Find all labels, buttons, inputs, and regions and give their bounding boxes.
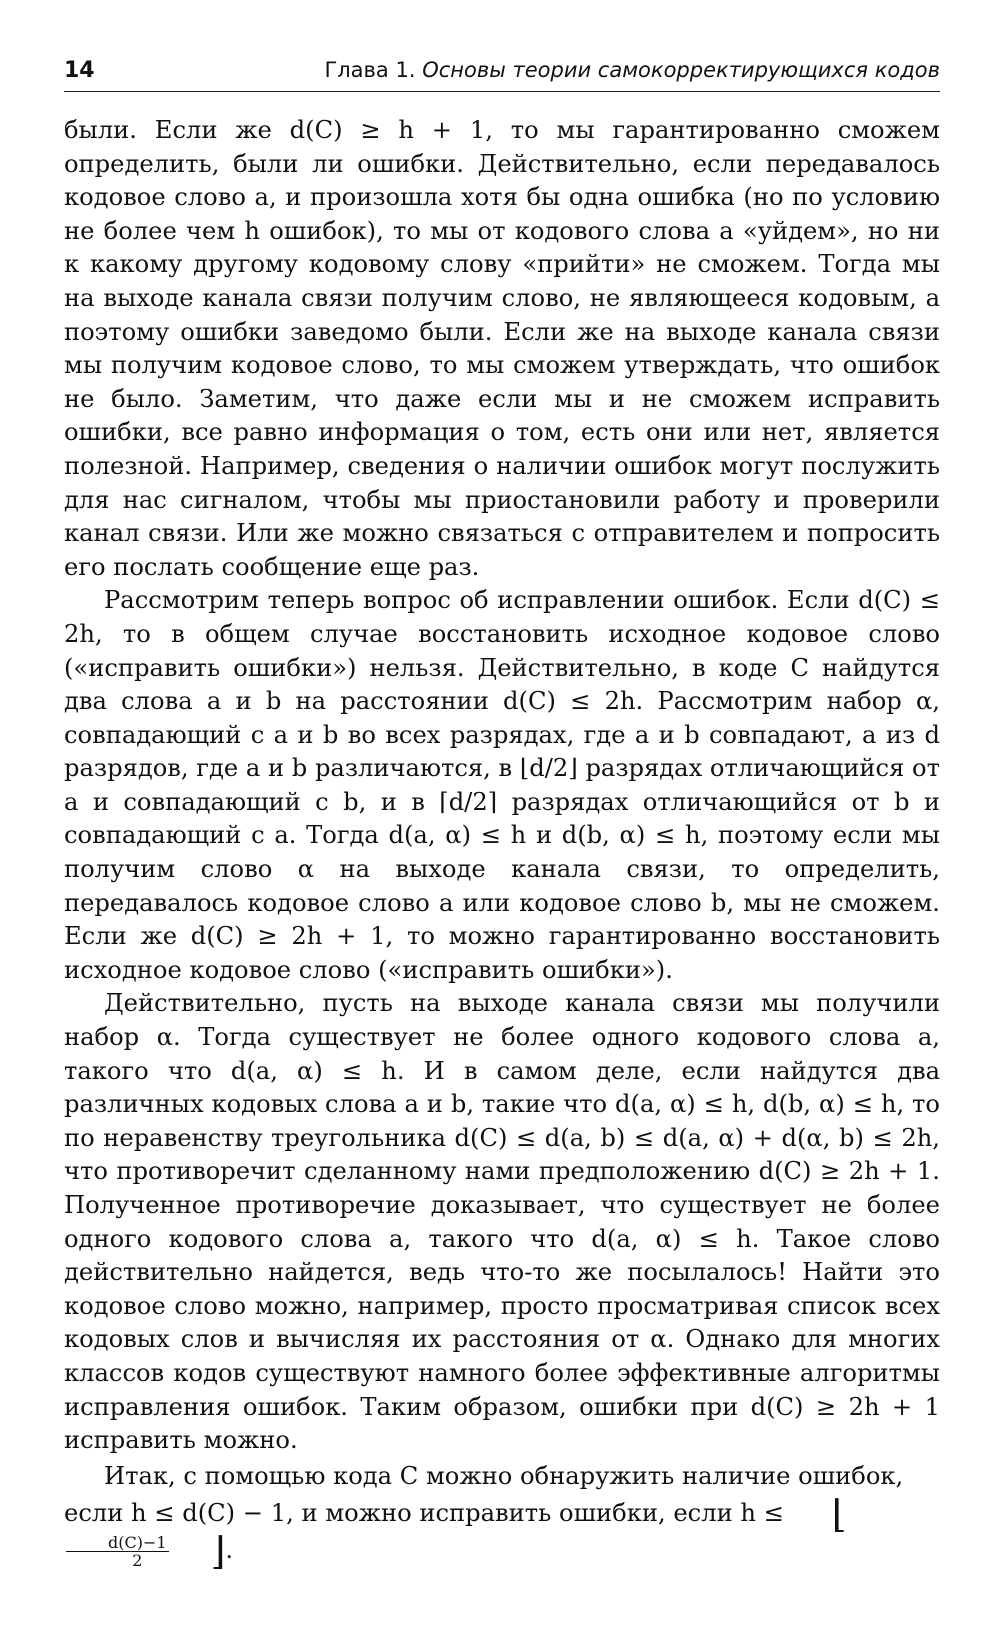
paragraph-4-text: Итак, с помощью кода C можно обнаружить наличие ошибок, если h ≤ d(C) − 1, и можно исправить ошибки, если h ≤ bbox=[64, 1461, 904, 1527]
page-number: 14 bbox=[64, 58, 95, 83]
paragraph-3: Действительно, пусть на выходе канала связи мы получили набор α. Тогда существует не более одного кодового слова a, такого что d(a, α) ≤ h. И в самом деле, если найдутся два различных кодовых слова a и b, такие что d(a, α) ≤ h, d(b, α) ≤ h, то по неравенству треугольника d(C) ≤ d(a, b) ≤ d(a, α) + d(α, b) ≤ 2h, что противоречит сделанному нами предположению d(C) ≥ 2h + 1. Полученное противоречие доказывает, что существует не более одного кодового слова a, такого что d(a, α) ≤ h. Такое слово действительно найдется, ведь что-то же посылалось! Найти это кодовое слово можно, например, просто просматривая список всех кодовых слов и вычисляя их расстояния от α. Однако для многих классов кодов существуют намного более эффективные алгоритмы исправления ошибок. Таким образом, ошибки при d(C) ≥ 2h + 1 исправить можно. bbox=[64, 989, 940, 1455]
paragraph-4-end: . bbox=[225, 1535, 234, 1564]
book-page bbox=[64, 58, 940, 1574]
floor-right-bracket: ⌋ bbox=[210, 1529, 226, 1574]
chapter-title: Основы теории самокорректирующихся кодов bbox=[422, 58, 940, 82]
fraction-numerator: d(C)−1 bbox=[66, 1534, 169, 1552]
page-header bbox=[64, 58, 940, 92]
running-head bbox=[324, 58, 940, 82]
paragraph-2: Рассмотрим теперь вопрос об исправлении ошибок. Если d(C) ≤ 2h, то в общем случае восстановить исходное кодовое слово («исправить ошибки») нельзя. Действительно, в коде C найдутся два слова a и b на расстоянии d(C) ≤ 2h. Рассмотрим набор α, совпадающий с a и b во всех разрядах, где a и b совпадают, а из d разрядов, где a и b различаются, в ⌊d/2⌋ разрядах отличающийся от a и совпадающий с b, и в ⌈d/2⌉ разрядах отличающийся от b и совпадающий с a. Тогда d(a, α) ≤ h и d(b, α) ≤ h, поэтому если мы получим слово α на выходе канала связи, то определить, передавалось кодовое слово a или кодовое слово b, мы не сможем. Если же d(C) ≥ 2h + 1, то можно гарантированно восстановить исходное кодовое слово («исправить ошибки»). bbox=[64, 586, 940, 984]
fraction-denominator: 2 bbox=[132, 1550, 143, 1570]
paragraph-1: были. Если же d(C) ≥ h + 1, то мы гарантированно сможем определить, были ли ошибки. Действительно, если передавалось кодовое слово a, и произошла хотя бы одна ошибка (но по условию не более чем h ошибок), то мы от кодового слова a «уйдем», но ни к какому другому кодовому слову «прийти» не сможем. Тогда мы на выходе канала связи получим слово, не являющееся кодовым, а поэтому ошибки заведомо были. Если же на выходе канала связи мы получим кодовое слово, то мы сможем утверждать, что ошибок не было. Заметим, что даже если мы и не сможем исправить ошибки, все равно информация о том, есть они или нет, является полезной. Например, сведения о наличии ошибок могут послужить для нас сигналом, чтобы мы приостановили работу и проверили канал связи. Или же можно связаться с отправителем и попросить его послать сообщение еще раз. bbox=[64, 116, 940, 581]
body-text bbox=[64, 114, 940, 1574]
floor-left-bracket: ⌊ bbox=[831, 1492, 847, 1537]
fraction bbox=[66, 1534, 169, 1569]
chapter-label: Глава 1. bbox=[324, 58, 416, 82]
paragraph-4 bbox=[64, 1458, 940, 1574]
